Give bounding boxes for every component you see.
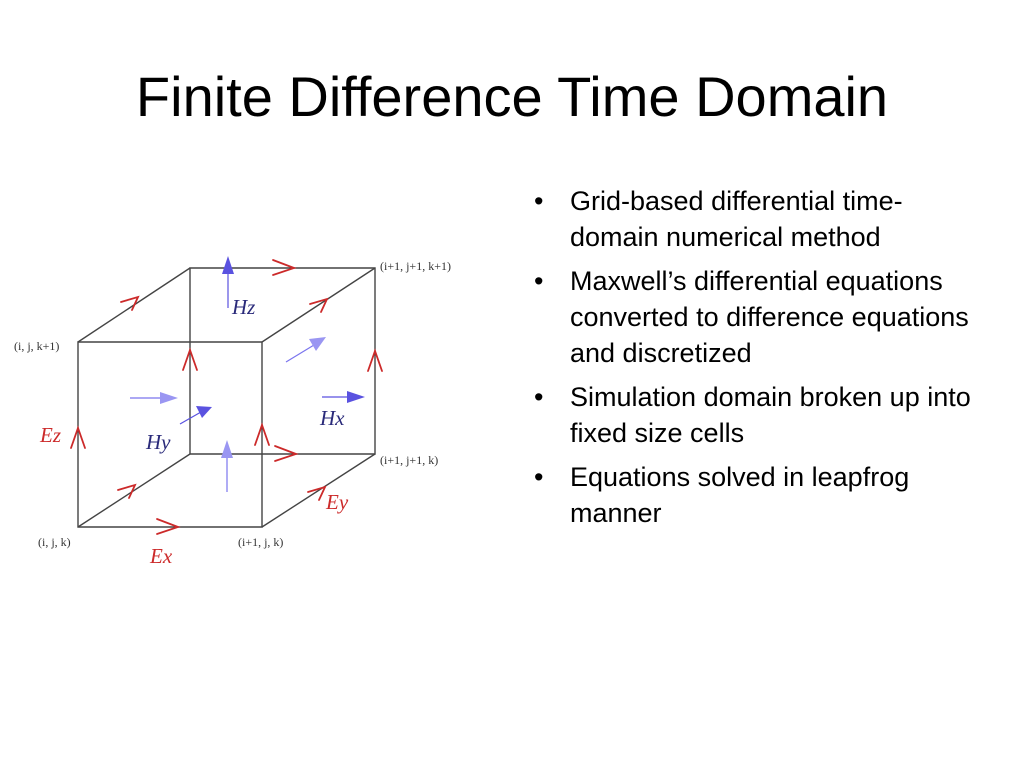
bullet-item: [530, 183, 980, 255]
hy-arrow-center: [180, 406, 212, 424]
slide-title: Finite Difference Time Domain: [135, 65, 889, 128]
vertex-label-i1j1k: (i+1, j+1, k): [380, 453, 439, 467]
bullet-item: [530, 459, 980, 531]
vertex-label-i1j1k1: (i+1, j+1, k+1): [380, 259, 451, 273]
ey-arrow-bottom-right: [308, 487, 325, 500]
bullet-dot: •: [534, 462, 544, 492]
bullet-text: Equations solved in leapfrog manner: [570, 462, 910, 528]
edge-bottom-left: [78, 454, 190, 527]
hz-label: Hz: [232, 295, 256, 319]
bullet-text: Simulation domain broken up into fixed size cells: [570, 382, 971, 448]
vertex-label-ijk: (i, j, k): [38, 535, 71, 549]
bullet-item: [530, 263, 980, 371]
bullet-dot: •: [534, 266, 544, 296]
edge-top-right: [262, 268, 375, 342]
edge-bottom-right: [262, 454, 375, 527]
bullet-dot: •: [534, 186, 544, 216]
bullet-list: [530, 183, 980, 539]
bullet-text: Grid-based differential time-domain numerical method: [570, 186, 903, 252]
vertex-label-i1jk: (i+1, j, k): [238, 535, 284, 549]
ex-label: Ex: [150, 544, 173, 568]
ez-label: Ez: [40, 423, 61, 447]
hy-arrow-right: [286, 337, 326, 362]
bullet-text: Maxwell’s differential equations converted to difference equations and discretized: [570, 266, 969, 368]
hz-arrow-bottom: [221, 440, 233, 492]
h-field-arrows: [130, 256, 365, 492]
bullet-item: [530, 379, 980, 451]
hx-arrow-right: [322, 391, 365, 403]
hx-arrow-left: [130, 392, 178, 404]
bullet-dot: •: [534, 382, 544, 412]
hy-label: Hy: [146, 430, 171, 454]
back-face: [190, 268, 375, 454]
ey-label: Ey: [326, 490, 349, 514]
vertex-label-ijk1: (i, j, k+1): [14, 339, 60, 353]
hx-label: Hx: [320, 406, 345, 430]
yee-cell-diagram: [0, 230, 520, 590]
